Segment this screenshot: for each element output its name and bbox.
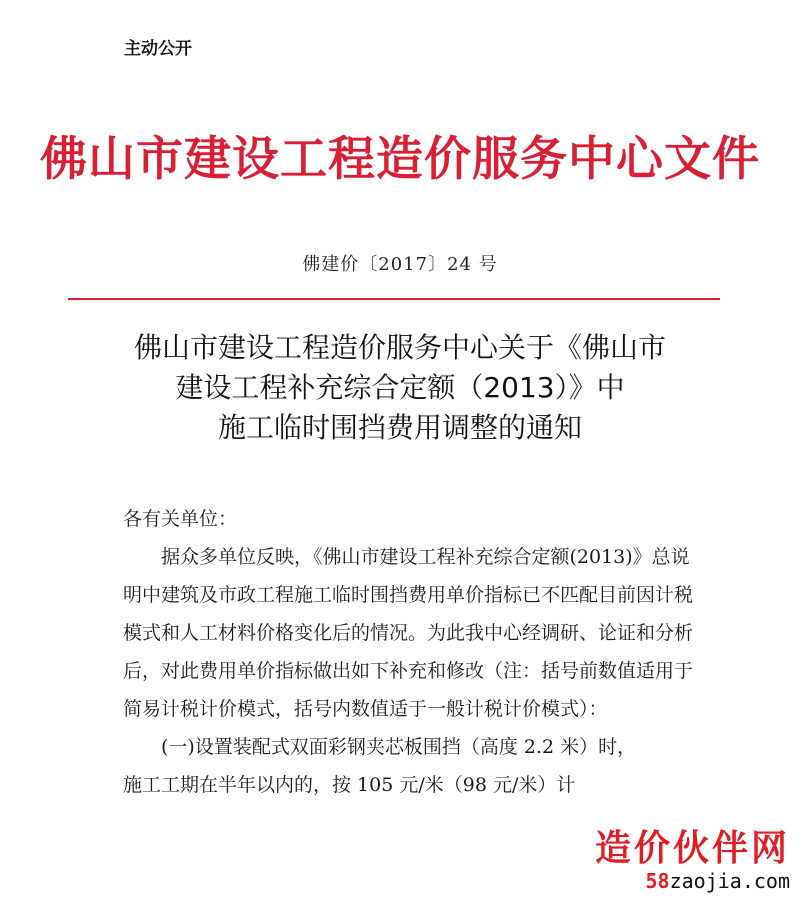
title-line: 建设工程补充综合定额（2013）》中: [175, 371, 625, 404]
watermark-url: [595, 869, 790, 893]
watermark-brand: 造价伙伴网: [594, 828, 790, 869]
body-paragraph: 据众多单位反映，《佛山市建设工程补充综合定额(2013)》总说明中建筑及市政工程施工临时围挡费用单价指标已不匹配目前因计税模式和人工材料价格变化后的情况。为此我中心经调研、论证和分析后，对此费用单价指标做出如下补充和修改（注：括号前数值适用于简易计税计价模式，括号内数值适于一般计税计价模式）：: [123, 546, 694, 720]
site-watermark: [591, 827, 794, 895]
watermark-url-prefix: 58: [645, 869, 670, 893]
salutation: 各有关单位：: [123, 508, 238, 530]
notice-title: [0, 328, 800, 448]
document-number: 佛建价〔2017〕24 号: [302, 254, 498, 275]
issuer-heading: 佛山市建设工程造价服务中心文件: [40, 132, 760, 187]
title-line: 施工临时围挡费用调整的通知: [217, 411, 582, 444]
body-paragraph: 施工工期在半年以内的，按 105 元/米（98 元/米）计: [123, 774, 576, 796]
body-paragraph: (一)设置装配式双面彩钢夹芯板围挡（高度 2.2 米）时，: [161, 736, 637, 758]
notice-body: [123, 500, 693, 804]
red-divider: [68, 298, 720, 300]
watermark-url-domain: zaojia.com: [669, 869, 790, 893]
disclosure-label: 主动公开: [124, 39, 192, 59]
title-line: 佛山市建设工程造价服务中心关于《佛山市: [133, 331, 666, 364]
